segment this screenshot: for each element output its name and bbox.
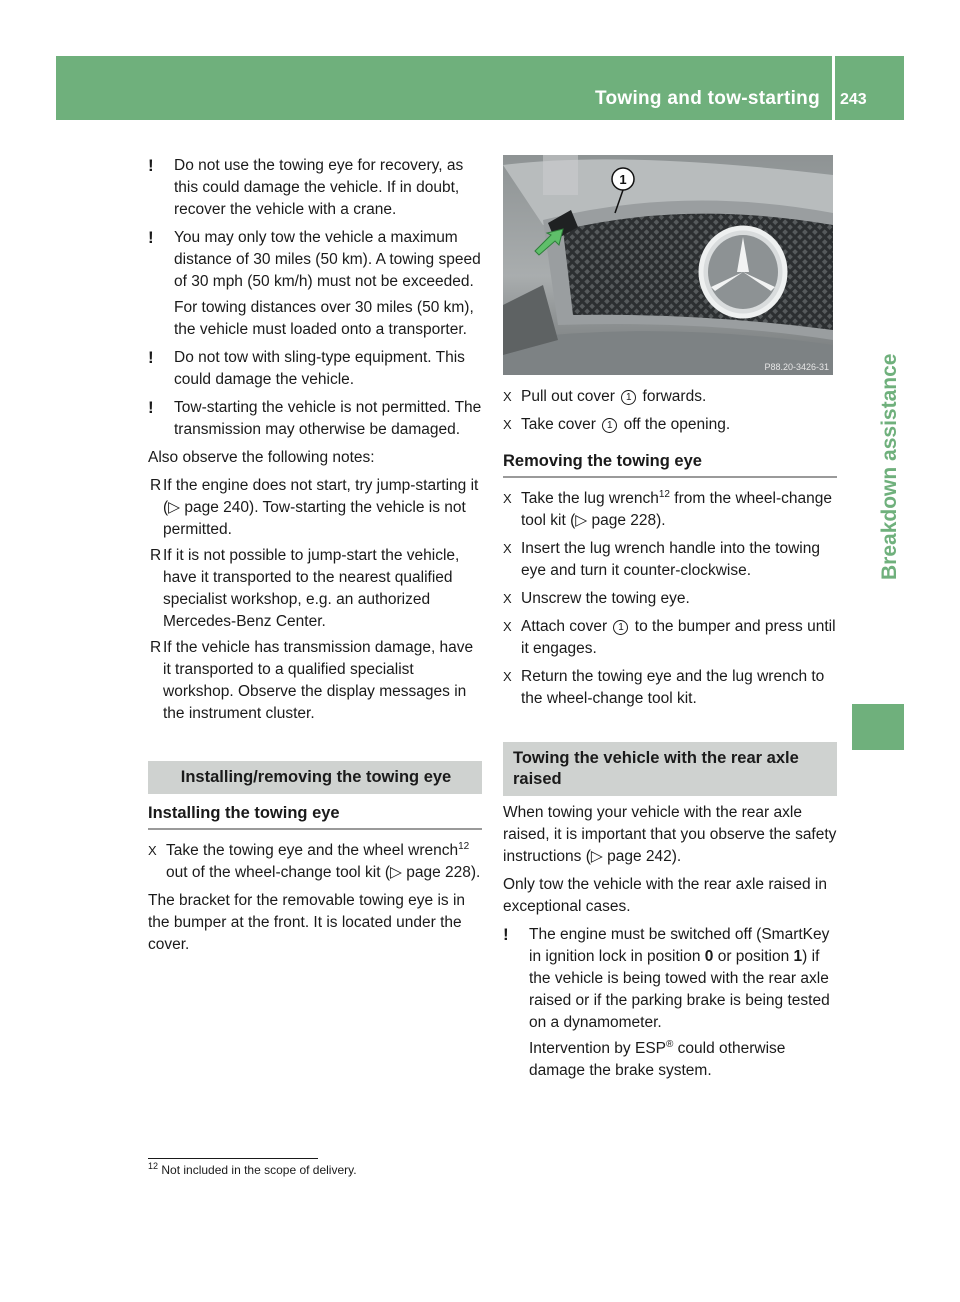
instruction-step bbox=[503, 616, 837, 660]
registered-mark: ® bbox=[666, 1038, 674, 1050]
list-item-text: If the vehicle has transmission damage, have it transported to a qualified specialist workshop. Observe the display messages in the instrument cluster. bbox=[163, 639, 474, 722]
step-text-part: from the wheel-change tool kit (▷ page 228). bbox=[521, 490, 832, 529]
step-text-part: Attach cover bbox=[521, 618, 612, 635]
section-heading: Installing/removing the towing eye bbox=[148, 761, 482, 794]
callout-ref: 1 bbox=[613, 620, 628, 635]
step-text bbox=[521, 488, 837, 532]
spacer bbox=[148, 794, 482, 802]
footnote-divider bbox=[148, 1158, 318, 1159]
footnote-number: 12 bbox=[148, 1161, 159, 1171]
step-text-part: forwards. bbox=[638, 388, 707, 405]
warning-text: Tow-starting the vehicle is not permitted. The transmission may otherwise be damaged. bbox=[174, 399, 482, 438]
instruction-step bbox=[503, 538, 837, 582]
step-text-part: Take cover bbox=[521, 416, 601, 433]
instruction-step bbox=[503, 588, 837, 610]
instruction-step bbox=[148, 840, 482, 884]
step-text-part: to the bumper and press until it engages. bbox=[521, 618, 836, 657]
step-text bbox=[521, 414, 837, 436]
list-item bbox=[148, 545, 482, 633]
step-text bbox=[521, 616, 837, 660]
step-text-part: Take the towing eye and the wheel wrench bbox=[166, 842, 459, 859]
paragraph: Only tow the vehicle with the rear axle raised in exceptional cases. bbox=[503, 876, 827, 915]
step-arrow-icon: X bbox=[503, 541, 512, 556]
headlamp bbox=[543, 155, 578, 195]
warning-subtext bbox=[529, 1038, 837, 1082]
chapter-tab-label: Breakdown assistance bbox=[878, 353, 901, 580]
step-arrow-icon: X bbox=[503, 417, 512, 432]
warning-text: Do not tow with sling-type equipment. This could damage the vehicle. bbox=[174, 349, 465, 388]
step-text-part: Pull out cover bbox=[521, 388, 620, 405]
list-item bbox=[148, 637, 482, 725]
left-column bbox=[148, 155, 482, 962]
warning-recovery bbox=[148, 155, 482, 221]
chapter-tab-marker bbox=[852, 704, 904, 750]
callout-ref: 1 bbox=[621, 390, 636, 405]
right-column bbox=[503, 386, 837, 1088]
warning-text: Do not use the towing eye for recovery, as this could damage the vehicle. If in doubt, recover the vehicle with a crane. bbox=[174, 157, 464, 218]
step-arrow-icon: X bbox=[503, 669, 512, 684]
warning-text-part: ) if the vehicle is being towed with the rear axle raised or if the parking brake is being tested on a dynamometer. bbox=[529, 948, 830, 1031]
warning-text-bold: 0 bbox=[704, 948, 714, 965]
step-arrow-icon: X bbox=[503, 491, 512, 506]
warning-distance bbox=[148, 227, 482, 341]
notes-intro: Also observe the following notes: bbox=[148, 449, 375, 466]
warning-mark: ! bbox=[148, 156, 154, 175]
page-title: Towing and tow-starting bbox=[594, 88, 820, 109]
step-text: Unscrew the towing eye. bbox=[521, 590, 690, 607]
instruction-step bbox=[503, 414, 837, 436]
warning-mark: ! bbox=[148, 348, 154, 367]
warning-text bbox=[529, 924, 837, 1034]
step-text-part: out of the wheel-change tool kit (▷ page 228). bbox=[166, 864, 481, 881]
spacer bbox=[148, 729, 482, 761]
instruction-step bbox=[503, 386, 837, 408]
step-arrow-icon: X bbox=[503, 389, 512, 404]
footnote-ref: 12 bbox=[658, 488, 670, 500]
page-number: 243 bbox=[840, 91, 867, 108]
instruction-step bbox=[503, 488, 837, 532]
step-text: Return the towing eye and the lug wrench to the wheel-change tool kit. bbox=[521, 668, 825, 707]
spacer bbox=[503, 442, 837, 450]
footnote-text: Not included in the scope of delivery. bbox=[161, 1163, 357, 1177]
footnote bbox=[148, 1163, 357, 1177]
warning-mark: ! bbox=[503, 925, 509, 944]
warning-tow-start bbox=[148, 397, 482, 441]
step-text bbox=[521, 386, 837, 408]
step-text bbox=[166, 840, 482, 884]
spacer bbox=[503, 716, 837, 742]
step-text-part: off the opening. bbox=[619, 416, 731, 433]
footnote-ref: 12 bbox=[458, 840, 470, 852]
subheading: Removing the towing eye bbox=[503, 450, 837, 478]
warning-text-part: Intervention by ESP bbox=[529, 1040, 666, 1057]
step-text-part: Take the lug wrench bbox=[521, 490, 659, 507]
figure-code: P88.20-3426-31 bbox=[764, 362, 829, 372]
callout-number: 1 bbox=[619, 172, 627, 187]
towing-eye-cover-photo bbox=[503, 155, 833, 375]
bracket-description: The bracket for the removable towing eye is in the bumper at the front. It is located under the cover. bbox=[148, 892, 466, 953]
header-divider bbox=[832, 56, 835, 120]
warning-text-part: or position bbox=[713, 948, 794, 965]
list-item-text: If the engine does not start, try jump-starting it (▷ page 240). Tow-starting the vehicle is not permitted. bbox=[163, 477, 479, 538]
step-arrow-icon: X bbox=[503, 619, 512, 634]
warning-text-part: The engine must be switched off (SmartKey in ignition lock in position bbox=[529, 926, 830, 965]
warning-subtext: For towing distances over 30 miles (50 km), the vehicle must loaded onto a transporter. bbox=[174, 299, 474, 338]
subheading: Installing the towing eye bbox=[148, 802, 482, 830]
warning-sling bbox=[148, 347, 482, 391]
warning-engine-off bbox=[503, 924, 837, 1082]
warning-text: You may only tow the vehicle a maximum distance of 30 miles (50 km). A towing speed of 30 mph (50 km/h) must not be exceeded. bbox=[174, 229, 481, 290]
section-heading: Towing the vehicle with the rear axle raised bbox=[503, 742, 837, 796]
warning-mark: ! bbox=[148, 398, 154, 417]
grille-mesh bbox=[563, 214, 833, 330]
bullet-mark: R bbox=[150, 547, 162, 564]
list-item bbox=[148, 475, 482, 541]
instruction-step bbox=[503, 666, 837, 710]
bullet-mark: R bbox=[150, 639, 162, 656]
warning-text-part: could otherwise damage the brake system. bbox=[529, 1040, 786, 1079]
list-item-text: If it is not possible to jump-start the vehicle, have it transported to the nearest qualified specialist workshop, e.g. an authorized Mercedes-Benz Center. bbox=[163, 547, 460, 630]
warning-mark: ! bbox=[148, 228, 154, 247]
callout-ref: 1 bbox=[602, 418, 617, 433]
paragraph: When towing your vehicle with the rear axle raised, it is important that you observe the safety instructions (▷ page 242). bbox=[503, 804, 837, 865]
bullet-mark: R bbox=[150, 477, 162, 494]
step-arrow-icon: X bbox=[148, 843, 157, 858]
step-text: Insert the lug wrench handle into the towing eye and turn it counter-clockwise. bbox=[521, 540, 820, 579]
warning-text-bold: 1 bbox=[793, 948, 803, 965]
step-arrow-icon: X bbox=[503, 591, 512, 606]
